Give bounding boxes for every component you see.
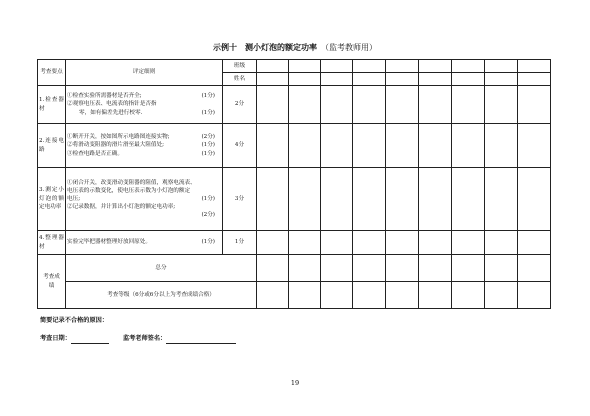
page-title [0, 42, 590, 53]
header-name: 姓名 [223, 73, 257, 86]
criteria-line: ③检查电路是否正确。 (1分) [67, 150, 215, 157]
class-cell[interactable] [452, 60, 485, 73]
table-row [38, 124, 551, 168]
total-cell[interactable] [321, 255, 353, 282]
name-cell[interactable] [452, 73, 485, 86]
class-cell[interactable] [518, 60, 551, 73]
class-cell[interactable] [419, 60, 452, 73]
score-cell[interactable] [485, 168, 518, 231]
name-cell[interactable] [386, 73, 419, 86]
criteria-line: ②将滑动变阻器的滑片滑至最大阻值处; (1分) [67, 142, 215, 149]
score-cell[interactable] [353, 231, 386, 255]
score-cell[interactable] [386, 231, 419, 255]
criteria-line: ①闭合开关，改变滑动变阻器的阻值，观察电流表、 [67, 179, 196, 186]
score-cell[interactable] [518, 231, 551, 255]
score-cell[interactable] [289, 231, 321, 255]
header-row [38, 60, 551, 73]
criteria-line: ②记录数据，并计算出小灯泡的额定电功率; [67, 204, 176, 211]
item-total-score: 1分 [223, 231, 257, 255]
score-cell[interactable] [353, 86, 386, 124]
score-cell[interactable] [452, 86, 485, 124]
name-cell[interactable] [257, 73, 289, 86]
summary-grade-row [38, 282, 551, 309]
table-row [38, 86, 551, 124]
total-cell[interactable] [518, 255, 551, 282]
footer-notes [40, 316, 236, 344]
score-cell[interactable] [386, 86, 419, 124]
criteria-line: 零，如有偏差先进行校零. (1分) [79, 109, 215, 116]
table-row [38, 168, 551, 231]
point-check-equipment: 1.检查器材 [38, 86, 66, 124]
example-number: 示例十 [213, 42, 237, 52]
grade-cell[interactable] [452, 282, 485, 309]
summary-label: 考查成绩 [38, 255, 66, 309]
grade-cell[interactable] [321, 282, 353, 309]
score-cell[interactable] [452, 168, 485, 231]
point-measure-power: 3.测定小灯泡的额定电功率 [38, 168, 66, 231]
criteria-connect-circuit [66, 124, 223, 168]
name-cell[interactable] [353, 73, 386, 86]
class-cell[interactable] [353, 60, 386, 73]
exam-date-label: 考查日期： [40, 334, 71, 342]
criteria-line: ①断开开关，按如图所示电路图连接实物; (2分) [67, 134, 215, 141]
item-total-score: 2分 [223, 86, 257, 124]
criteria-line: 电压; (1分) [67, 195, 215, 202]
total-cell[interactable] [452, 255, 485, 282]
score-cell[interactable] [257, 86, 289, 124]
class-cell[interactable] [485, 60, 518, 73]
score-cell[interactable] [386, 168, 419, 231]
score-cell[interactable] [518, 86, 551, 124]
class-cell[interactable] [386, 60, 419, 73]
item-total-score: 3分 [223, 168, 257, 231]
page-number: 19 [290, 379, 300, 387]
item-total-score: 4分 [223, 124, 257, 168]
total-cell[interactable] [485, 255, 518, 282]
criteria-line: ①检查实验所需器材是否齐全; (1分) [67, 93, 215, 100]
total-cell[interactable] [419, 255, 452, 282]
score-cell[interactable] [485, 231, 518, 255]
name-cell[interactable] [289, 73, 321, 86]
score-cell[interactable] [485, 124, 518, 168]
grade-cell[interactable] [353, 282, 386, 309]
experiment-name: 测小灯泡的额定功率 [245, 42, 317, 52]
score-cell[interactable] [419, 168, 452, 231]
grade-label: 考查等级（6分或6分以上为考查成绩合格） [66, 282, 257, 309]
grade-cell[interactable] [386, 282, 419, 309]
grade-cell[interactable] [257, 282, 289, 309]
name-cell[interactable] [321, 73, 353, 86]
signature-label: 监考老师签名： [122, 334, 167, 342]
class-cell[interactable] [289, 60, 321, 73]
summary-total-row [38, 255, 551, 282]
total-cell[interactable] [353, 255, 386, 282]
criteria-tidy-equipment [66, 231, 223, 255]
score-cell[interactable] [289, 86, 321, 124]
title-note: （监考教师用） [321, 43, 377, 52]
score-cell[interactable] [386, 124, 419, 168]
grade-cell[interactable] [518, 282, 551, 309]
name-cell[interactable] [518, 73, 551, 86]
header-class: 班级 [223, 60, 257, 73]
score-cell[interactable] [321, 86, 353, 124]
score-cell[interactable] [353, 124, 386, 168]
table-row [38, 231, 551, 255]
criteria-line: (2分) [201, 212, 215, 219]
score-cell[interactable] [419, 86, 452, 124]
score-cell[interactable] [518, 168, 551, 231]
score-cell[interactable] [257, 168, 289, 231]
score-cell[interactable] [419, 231, 452, 255]
criteria-line: ②观察电压表、电流表的指针是否指 [67, 101, 157, 108]
score-cell[interactable] [485, 86, 518, 124]
point-connect-circuit: 2.连接电路 [38, 124, 66, 168]
class-cell[interactable] [321, 60, 353, 73]
evaluation-table [37, 59, 551, 309]
score-cell[interactable] [452, 124, 485, 168]
total-cell[interactable] [257, 255, 289, 282]
total-cell[interactable] [289, 255, 321, 282]
score-cell[interactable] [257, 231, 289, 255]
point-tidy-equipment: 4.整理器材 [38, 231, 66, 255]
grade-cell[interactable] [485, 282, 518, 309]
score-cell[interactable] [321, 168, 353, 231]
criteria-line: 实验完毕把器材整理好放回原处。 (1分) [67, 239, 215, 246]
score-cell[interactable] [289, 168, 321, 231]
score-cell[interactable] [289, 124, 321, 168]
name-cell[interactable] [485, 73, 518, 86]
name-cell[interactable] [419, 73, 452, 86]
failure-reason-label: 简要记录不合格的原因： [40, 317, 109, 324]
header-point: 考查要点 [38, 60, 66, 86]
grade-cell[interactable] [419, 282, 452, 309]
score-cell[interactable] [257, 124, 289, 168]
criteria-line: 电压表的示数变化，使电压表示数为小灯泡的额定 [67, 187, 191, 194]
criteria-check-equipment [66, 86, 223, 124]
score-cell[interactable] [321, 124, 353, 168]
score-cell[interactable] [321, 231, 353, 255]
grade-cell[interactable] [289, 282, 321, 309]
criteria-measure-power [66, 168, 223, 231]
date-signature-row [40, 334, 236, 344]
score-cell[interactable] [353, 168, 386, 231]
header-criteria: 评定细则 [66, 60, 223, 86]
signature-field[interactable] [166, 336, 236, 344]
score-cell[interactable] [518, 124, 551, 168]
class-cell[interactable] [257, 60, 289, 73]
total-score-label: 总分 [66, 255, 257, 282]
exam-date-field[interactable] [71, 336, 109, 344]
score-cell[interactable] [419, 124, 452, 168]
score-cell[interactable] [452, 231, 485, 255]
total-cell[interactable] [386, 255, 419, 282]
